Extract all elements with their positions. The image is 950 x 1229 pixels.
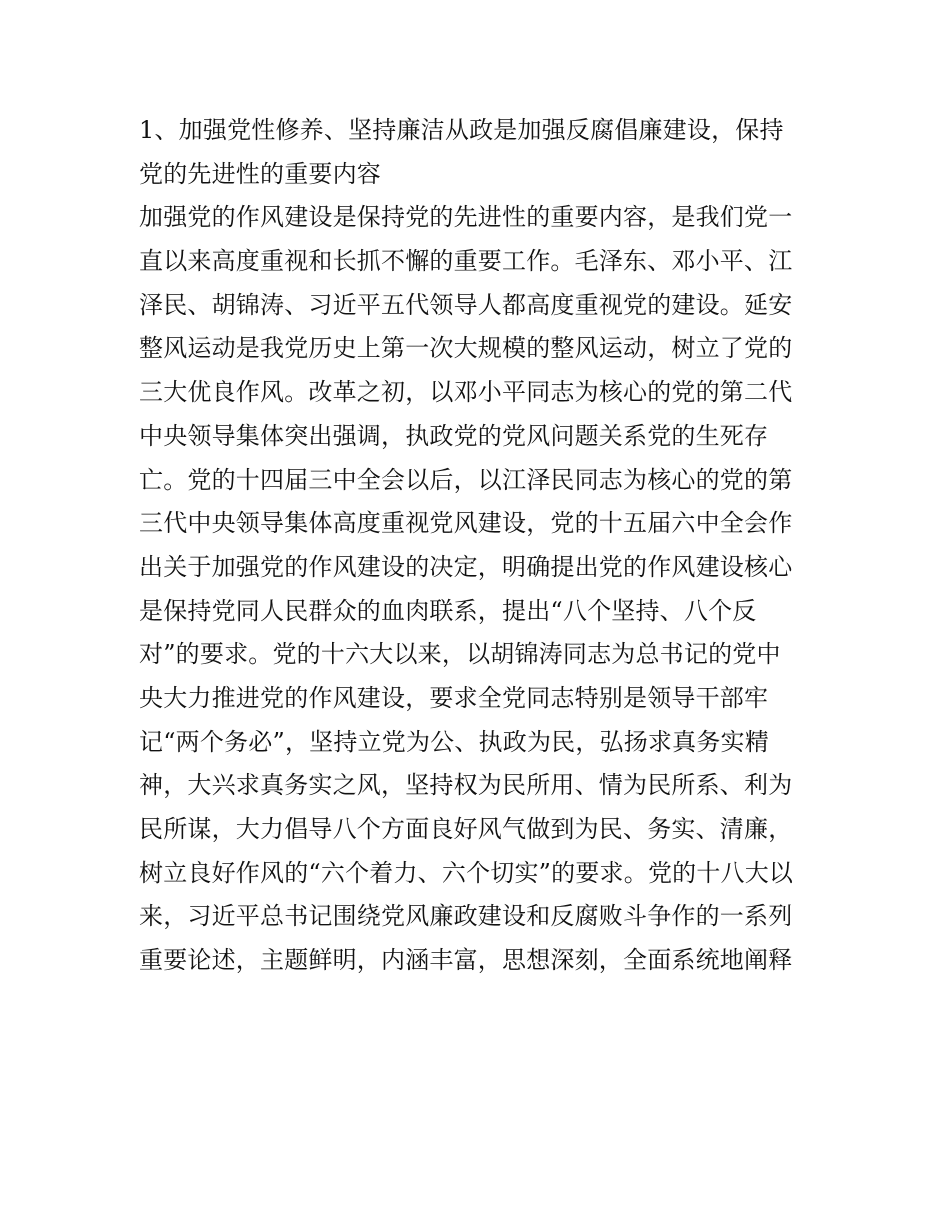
body-line: 三大优良作风。改革之初，以邓小平同志为核心的党的第二代	[139, 378, 793, 407]
body-line: 神，大兴求真务实之风，坚持权为民所用、情为民所系、利为	[139, 771, 793, 800]
body-line: 整风运动是我党历史上第一次大规模的整风运动，树立了党的	[139, 334, 793, 363]
heading-line: 党的先进性的重要内容	[139, 159, 381, 188]
body-line: 加强党的作风建设是保持党的先进性的重要内容，是我们党一	[139, 203, 793, 232]
body-line: 出关于加强党的作风建设的决定，明确提出党的作风建设核心	[139, 552, 793, 581]
body-line: 央大力推进党的作风建设，要求全党同志特别是领导干部牢	[139, 683, 769, 712]
body-line: 民所谋，大力倡导八个方面良好风气做到为民、务实、清廉，	[139, 815, 793, 843]
body-line: 树立良好作风的“六个着力、六个切实”的要求。党的十八大以	[139, 858, 794, 887]
body-line: 直以来高度重视和长抓不懈的重要工作。毛泽东、邓小平、江	[139, 247, 793, 276]
body-line: 重要论述，主题鲜明，内涵丰富，思想深刻，全面系统地阐释	[139, 946, 793, 975]
body-line: 三代中央领导集体高度重视党风建设，党的十五届六中全会作	[139, 509, 793, 538]
body-line: 中央领导集体突出强调，执政党的党风问题关系党的生死存	[139, 421, 769, 450]
body-line: 记“两个务必”，坚持立党为公、执政为民，弘扬求真务实精	[139, 727, 769, 756]
document-text	[139, 109, 819, 983]
body-line: 来，习近平总书记围绕党风廉政建设和反腐败斗争作的一系列	[139, 902, 793, 931]
body-line: 亡。党的十四届三中全会以后，以江泽民同志为核心的党的第	[139, 465, 793, 494]
body-line: 是保持党同人民群众的血肉联系，提出“八个坚持、八个反	[139, 596, 757, 625]
body-line: 泽民、胡锦涛、习近平五代领导人都高度重视党的建设。延安	[139, 290, 793, 319]
body-line: 对”的要求。党的十六大以来，以胡锦涛同志为总书记的党中	[139, 640, 781, 669]
heading-line: 1、加强党性修养、坚持廉洁从政是加强反腐倡廉建设，保持	[139, 116, 784, 144]
